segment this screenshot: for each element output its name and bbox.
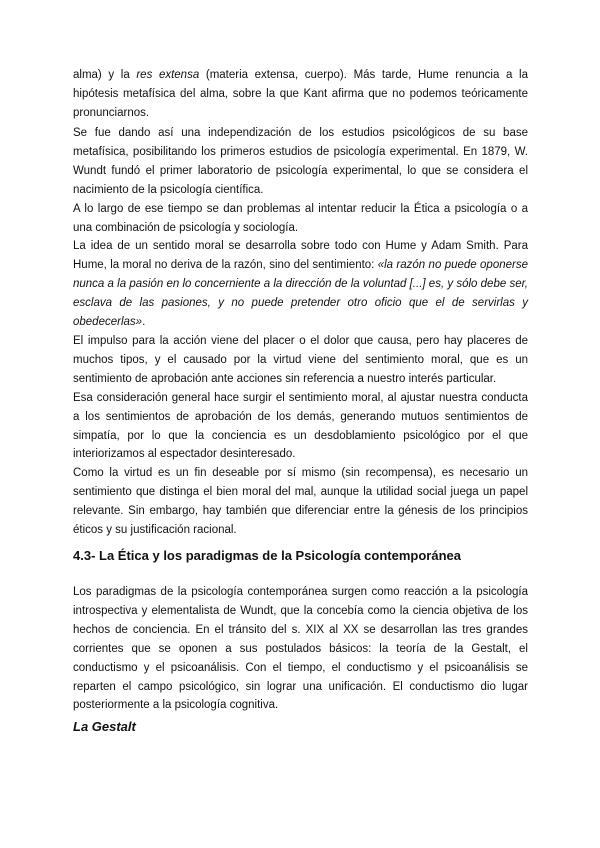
paragraph-text: . (142, 316, 146, 329)
paragraph-virtue: Como la virtud es un fin deseable por sí mismo (sin recompensa), es necesario un sentimiento que distinga el bien moral del mal, aunque la utilidad social juega un papel relevante. Sin embargo, hay también que diferenciar entre la génesis de los principios éticos y su justificación racional. (73, 467, 528, 537)
paragraph-text: alma) y la (73, 69, 137, 81)
body-block (73, 124, 528, 540)
paragraph-emphasis: res extensa (136, 69, 200, 81)
paragraph-impulse: El impulso para la acción viene del placer o el dolor que causa, pero hay placeres de muchos tipos, y el causado por la virtud viene del sentimiento moral, que es un sentimiento de aprobación ante acciones sin referencia a nuestro interés particular. (73, 334, 528, 385)
section-heading: 4.3- La Ética y los paradigmas de la Psicología contemporánea (73, 548, 461, 563)
intro-block (73, 66, 528, 123)
paragraph-moral-sense (73, 237, 528, 332)
paragraph-text: La idea de un sentido moral se desarrolla sobre todo con Hume y Adam Smith. Para Hume, la moral no deriva de la razón, sino del sentimiento: (73, 240, 528, 272)
paragraph-paradigms: Los paradigmas de la psicología contemporánea surgen como reacción a la psicología introspectiva y elementalista de Wundt, que la concebía como la ciencia objetiva de los hechos de conciencia. En el tránsito del s. XIX al XX se desarrollan las tres grandes corrientes que se oponen a sus postulados básicos: la teoría de la Gestalt, el conductismo y el psicoanálisis. Con el tiempo, el conductismo y el psicoanálisis se reparten el campo psicológico, sin lograr una unificación. El conductismo dio lugar posteriormente a la psicología cognitiva. (73, 586, 528, 712)
hume-quote: «la razón no puede oponerse nunca a la pasión en lo concerniente a la dirección de la voluntad [...] es, y sólo debe ser, esclava de las pasiones, y no puede pretender otro oficio que el de servirlas y obedecerlas» (73, 259, 528, 329)
paragraph-wundt: Se fue dando así una independización de los estudios psicológicos de su base metafísica, posibilitando los primeros estudios de psicología experimental. En 1879, W. Wundt fundó el primer laboratorio de psicología experimental, lo que se considera el nacimiento de la psicología científica. (73, 127, 528, 196)
subsection-heading: La Gestalt (73, 719, 136, 734)
section-block (73, 583, 528, 715)
paragraph-reduction: A lo largo de ese tiempo se dan problemas al intentar reducir la Ética a psicología o a una combinación de psicología y sociología. (73, 202, 528, 234)
paragraph-text: (materia extensa, cuerpo). Más tarde, Hume renuncia a la hipótesis metafísica del alma, sobre la que Kant afirma que no podemos teóricamente pronunciarnos. (73, 69, 528, 119)
paragraph-intro (73, 66, 528, 123)
paragraph-consideration: Esa consideración general hace surgir el sentimiento moral, al ajustar nuestra conducta a los sentimientos de aprobación de los demás, generando mutuos sentimientos de simpatía, por lo que la conciencia es un desdoblamiento psicológico por el que interiorizamos al espectador desinteresado. (73, 391, 528, 461)
